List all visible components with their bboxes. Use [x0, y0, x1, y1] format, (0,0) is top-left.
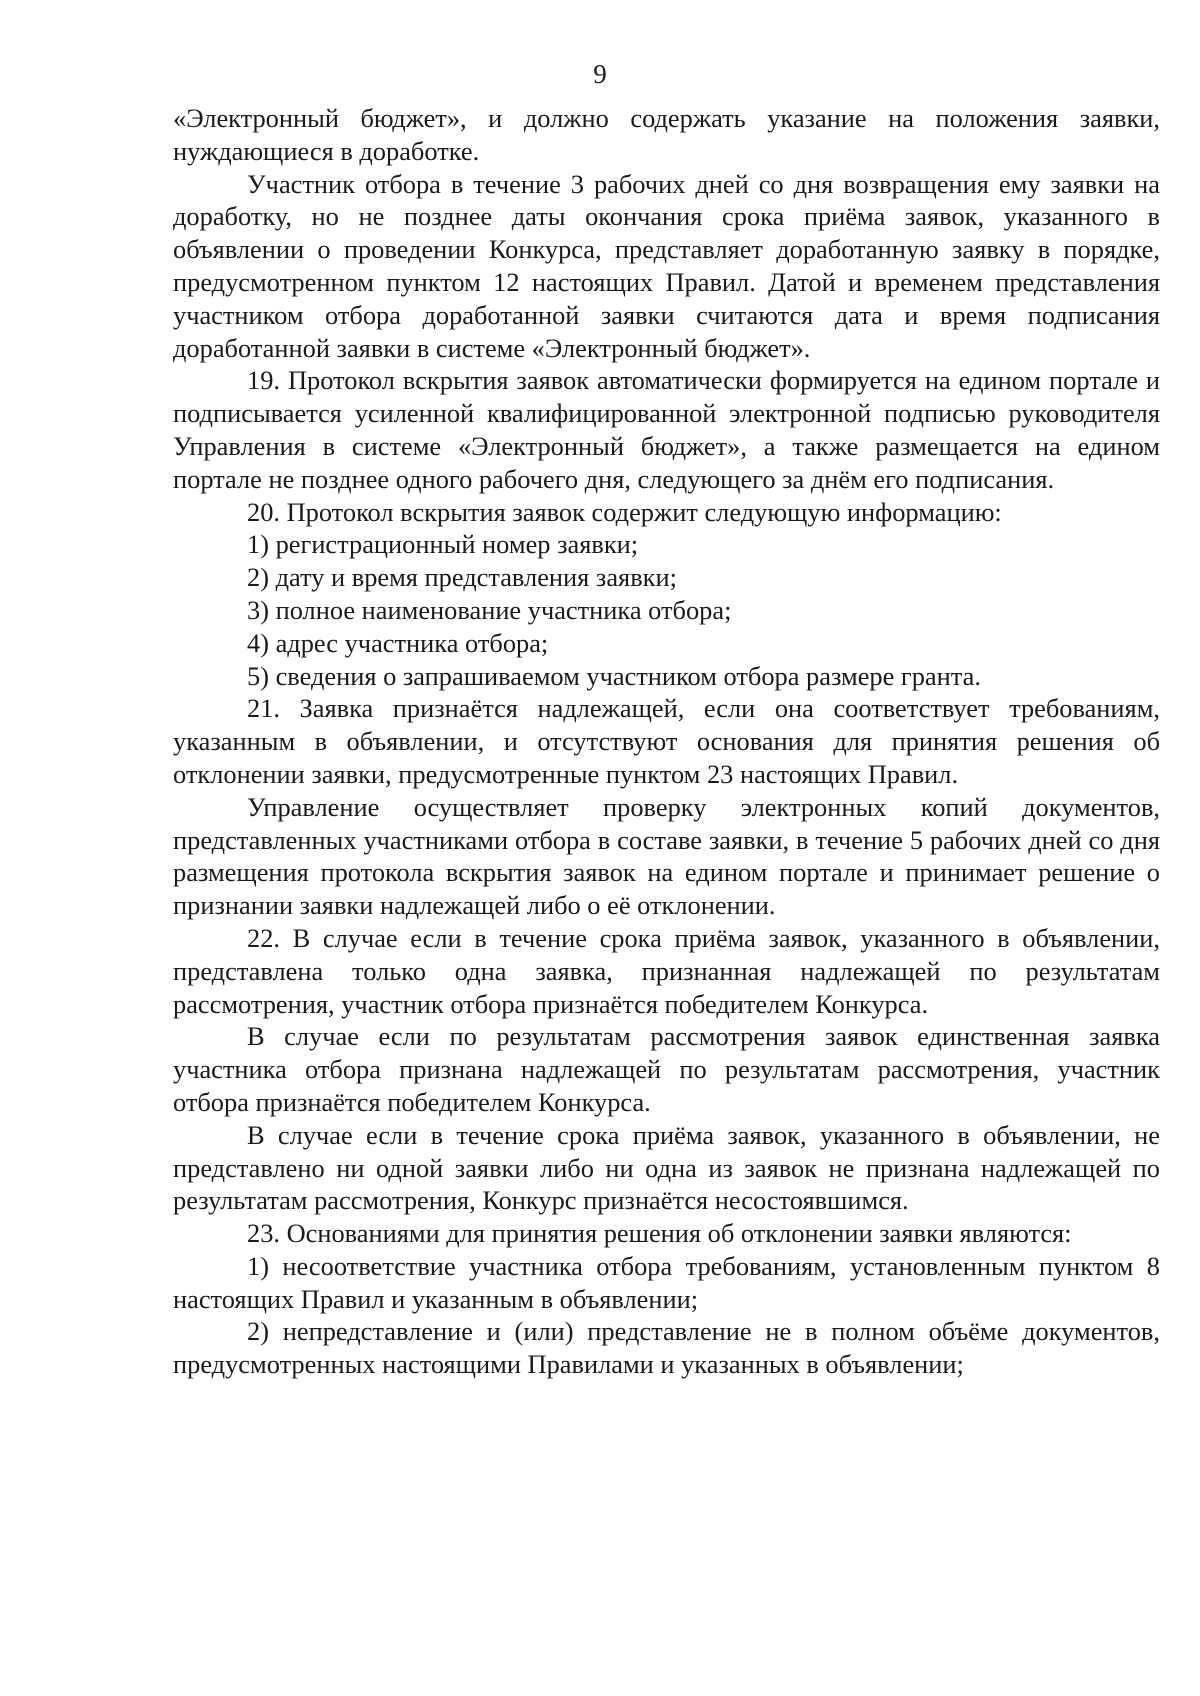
- paragraph-22-failed-contest: В случае если в течение срока приёма заявок, указанного в объявлении, не представлено ни одной заявки либо ни одна из заявок не признана надлежащей по результатам рассмотрения, Конкурс признаётся несостоявшимся.: [173, 1119, 1160, 1216]
- paragraph-20: 20. Протокол вскрытия заявок содержит следующую информацию:: [247, 496, 1002, 527]
- document-body: [173, 102, 1160, 1381]
- list-item-23-2: 2) непредставление и (или) представление не в полном объёме документов, предусмотренных настоящими Правилами и указанных в объявлении;: [173, 1316, 1160, 1380]
- paragraph-19: 19. Протокол вскрытия заявок автоматически формируется на едином портале и подписывается усиленной квалифицированной электронной подписью руководителя Управления в системе «Электронный бюджет», а также размещается на едином портале не позднее одного рабочего дня, следующего за днём его подписания.: [173, 365, 1160, 494]
- paragraph-23: 23. Основаниями для принятия решения об отклонении заявки являются:: [247, 1218, 1072, 1249]
- list-item-20-4: 4) адрес участника отбора;: [247, 627, 549, 658]
- paragraph-22-single-application: В случае если по результатам рассмотрения заявок единственная заявка участника отбора признана надлежащей по результатам рассмотрения, участник отбора признаётся победителем Конкурса.: [173, 1021, 1160, 1117]
- list-item-23-1: 1) несоответствие участника отбора требованиям, установленным пунктом 8 настоящих Правил и указанным в объявлении;: [173, 1250, 1160, 1314]
- paragraph-21: 21. Заявка признаётся надлежащей, если она соответствует требованиям, указанным в объявлении, и отсутствуют основания для принятия решения об отклонении заявки, предусмотренные пунктом 23 настоящих Правил.: [173, 693, 1160, 789]
- paragraph-22: 22. В случае если в течение срока приёма заявок, указанного в объявлении, представлена только одна заявка, признанная надлежащей по результатам рассмотрения, участник отбора признаётся победителем Конкурса.: [173, 922, 1160, 1019]
- paragraph-continuation: «Электронный бюджет», и должно содержать указание на положения заявки, нуждающиеся в доработке.: [173, 103, 1160, 166]
- paragraph-revision-deadline: Участник отбора в течение 3 рабочих дней со дня возвращения ему заявки на доработку, но не позднее даты окончания срока приёма заявок, указанного в объявлении о проведении Конкурса, представляет доработанную заявку в порядке, предусмотренном пунктом 12 настоящих Правил. Датой и временем представления участником отбора доработанной заявки считаются дата и время подписания доработанной заявки в системе «Электронный бюджет».: [173, 168, 1160, 363]
- paragraph-21-verification: Управление осуществляет проверку электронных копий документов, представленных участниками отбора в составе заявки, в течение 5 рабочих дней со дня размещения протокола вскрытия заявок на едином портале и принимает решение о признании заявки надлежащей либо о её отклонении.: [173, 791, 1160, 921]
- list-item-20-1: 1) регистрационный номер заявки;: [247, 529, 639, 560]
- list-item-20-2: 2) дату и время представления заявки;: [247, 562, 677, 593]
- list-item-20-3: 3) полное наименование участника отбора;: [247, 594, 732, 625]
- page-number: 9: [593, 59, 607, 89]
- list-item-20-5: 5) сведения о запрашиваемом участником отбора размере гранта.: [247, 660, 981, 691]
